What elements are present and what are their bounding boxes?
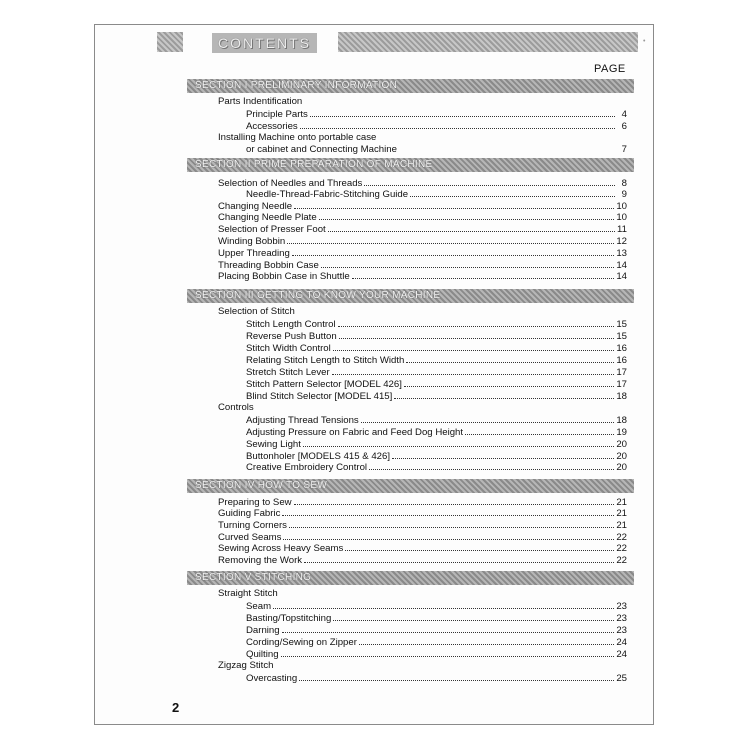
- page-column-label: PAGE: [594, 63, 626, 75]
- toc-page-number: 17: [616, 367, 627, 378]
- section-heading: SECTION II PRIME PREPARATION OF MACHINE: [187, 158, 634, 172]
- toc-entry: [246, 318, 627, 330]
- toc-entry-label: Changing Needle: [218, 201, 293, 212]
- toc-page-number: 12: [616, 236, 627, 247]
- toc-entry: [246, 188, 627, 200]
- toc-entry-label: Parts Indentification: [218, 96, 303, 107]
- toc-page-number: 23: [616, 625, 627, 636]
- toc-entry: [218, 211, 627, 223]
- toc-entry-label: Relating Stitch Length to Stitch Width: [246, 355, 405, 366]
- toc-entry: [246, 390, 627, 402]
- toc-entry: [246, 600, 627, 612]
- section-heading: SECTION III GETTING TO KNOW YOUR MACHINE: [187, 289, 634, 303]
- toc-entry: [246, 108, 627, 120]
- toc-entry: [246, 672, 627, 684]
- toc-entry: [246, 636, 627, 648]
- toc-entry: [218, 542, 627, 554]
- toc-entry-label: Stitch Length Control: [246, 319, 336, 330]
- toc-page-number: 11: [617, 224, 627, 235]
- toc-page-number: 20: [616, 451, 627, 462]
- toc-entry-label: Sewing Light: [246, 439, 301, 450]
- toc-entry-label: Principle Parts: [246, 109, 308, 120]
- toc-entry: [218, 519, 627, 531]
- toc-page-number: 23: [616, 601, 627, 612]
- toc-entry-label: Selection of Presser Foot: [218, 224, 326, 235]
- toc-entry: [218, 235, 627, 247]
- toc-entry-label: Preparing to Sew: [218, 497, 292, 508]
- toc-entry: [246, 426, 627, 438]
- toc-entry-label: Curved Seams: [218, 532, 282, 543]
- toc-entry-label: Stretch Stitch Lever: [246, 367, 330, 378]
- toc-page-number: 10: [616, 201, 627, 212]
- toc-entry-label: Quilting: [246, 649, 279, 660]
- toc-entry-label: Changing Needle Plate: [218, 212, 317, 223]
- toc-entry-label: Needle-Thread-Fabric-Stitching Guide: [246, 189, 409, 200]
- toc-page-number: 14: [616, 260, 627, 271]
- toc-entry-label: Stitch Pattern Selector [MODEL 426]: [246, 379, 402, 390]
- toc-page-number: 9: [621, 189, 627, 200]
- toc-entry-label: Straight Stitch: [218, 588, 278, 599]
- toc-entry-label: Darning: [246, 625, 280, 636]
- toc-entry-label: Stitch Width Control: [246, 343, 331, 354]
- section-heading: SECTION I PRELIMINARY INFORMATION: [187, 79, 634, 93]
- toc-entry-label: Threading Bobbin Case: [218, 260, 319, 271]
- toc-entry-label: Selection of Needles and Threads: [218, 178, 363, 189]
- edge-scan-mark: •: [643, 38, 646, 45]
- toc-page-number: 25: [616, 673, 627, 684]
- toc-entry: [246, 330, 627, 342]
- toc-entry: [218, 554, 627, 566]
- toc-entry-label: Upper Threading: [218, 248, 290, 259]
- contents-title: CONTENTS: [212, 33, 317, 53]
- toc-entry-label: Cording/Sewing on Zipper: [246, 637, 357, 648]
- toc-entry: [218, 247, 627, 259]
- toc-entry-label: Controls: [218, 402, 254, 413]
- toc-entry-label: Blind Stitch Selector [MODEL 415]: [246, 391, 393, 402]
- toc-page-number: 24: [616, 649, 627, 660]
- toc-entry: [218, 223, 627, 235]
- toc-entry: [246, 612, 627, 624]
- toc-entry: [246, 438, 627, 450]
- toc-page-number: 22: [616, 532, 627, 543]
- section-heading: SECTION V STITCHING: [187, 571, 634, 585]
- section-heading: SECTION IV HOW TO SEW: [187, 479, 634, 493]
- toc-page-number: 4: [621, 109, 627, 120]
- toc-page-number: 6: [621, 121, 627, 132]
- toc-page-number: 21: [616, 520, 627, 531]
- toc-page-number: 24: [616, 637, 627, 648]
- toc-page-number: 23: [616, 613, 627, 624]
- toc-page-number: 22: [616, 555, 627, 566]
- toc-entry-label: Basting/Topstitching: [246, 613, 332, 624]
- toc-entry-label: Reverse Push Button: [246, 331, 337, 342]
- toc-entry: [246, 143, 627, 155]
- toc-entry: [218, 507, 627, 519]
- toc-entry-label: Placing Bobbin Case in Shuttle: [218, 271, 350, 282]
- toc-page-number: 21: [616, 508, 627, 519]
- toc-entry-label: Turning Corners: [218, 520, 287, 531]
- toc-entry-label: Winding Bobbin: [218, 236, 286, 247]
- toc-page-number: 15: [616, 331, 627, 342]
- toc-entry: [246, 366, 627, 378]
- toc-entry: [246, 624, 627, 636]
- toc-page-number: 7: [621, 144, 627, 155]
- toc-entry-label: Guiding Fabric: [218, 508, 281, 519]
- toc-page-number: 15: [616, 319, 627, 330]
- toc-page-number: 18: [616, 415, 627, 426]
- toc-page-number: 14: [616, 271, 627, 282]
- toc-entry: [246, 414, 627, 426]
- toc-entry-label: Creative Embroidery Control: [246, 462, 368, 473]
- toc-page-number: 8: [621, 178, 627, 189]
- toc-entry-label: Installing Machine onto portable case: [218, 132, 377, 143]
- header-shade-right: [338, 32, 638, 52]
- toc-entry-label: Sewing Across Heavy Seams: [218, 543, 344, 554]
- toc-entry: [246, 354, 627, 366]
- toc-page-number: 16: [616, 343, 627, 354]
- toc-entry-label: Adjusting Pressure on Fabric and Feed Dog Height: [246, 427, 464, 438]
- page-number: 2: [172, 700, 180, 715]
- toc-entry-label: Buttonholer [MODELS 415 & 426]: [246, 451, 390, 462]
- toc-entry-label: Accessories: [246, 121, 298, 132]
- toc-page-number: 21: [616, 497, 627, 508]
- toc-entry: [246, 120, 627, 132]
- toc-entry-label: Seam: [246, 601, 272, 612]
- toc-entry-label: or cabinet and Connecting Machine: [246, 144, 397, 155]
- toc-entry: [246, 342, 627, 354]
- toc-entry-label: Adjusting Thread Tensions: [246, 415, 359, 426]
- header-shade-left: [157, 32, 183, 52]
- toc-page-number: 20: [616, 462, 627, 473]
- toc-entry-label: Overcasting: [246, 673, 298, 684]
- toc-page-number: 13: [616, 248, 627, 259]
- toc-entry-label: Selection of Stitch: [218, 306, 295, 317]
- toc-entry: [246, 461, 627, 473]
- toc-page-number: 17: [616, 379, 627, 390]
- toc-page-number: 16: [616, 355, 627, 366]
- toc-page-number: 20: [616, 439, 627, 450]
- toc-page-number: 22: [616, 543, 627, 554]
- toc-entry: [218, 270, 627, 282]
- toc-entry: [246, 378, 627, 390]
- toc-page-number: 18: [616, 391, 627, 402]
- toc-entry-label: Zigzag Stitch: [218, 660, 274, 671]
- toc-page-number: 19: [616, 427, 627, 438]
- toc-entry: [246, 648, 627, 660]
- toc-page-number: 10: [616, 212, 627, 223]
- toc-entry-label: Removing the Work: [218, 555, 303, 566]
